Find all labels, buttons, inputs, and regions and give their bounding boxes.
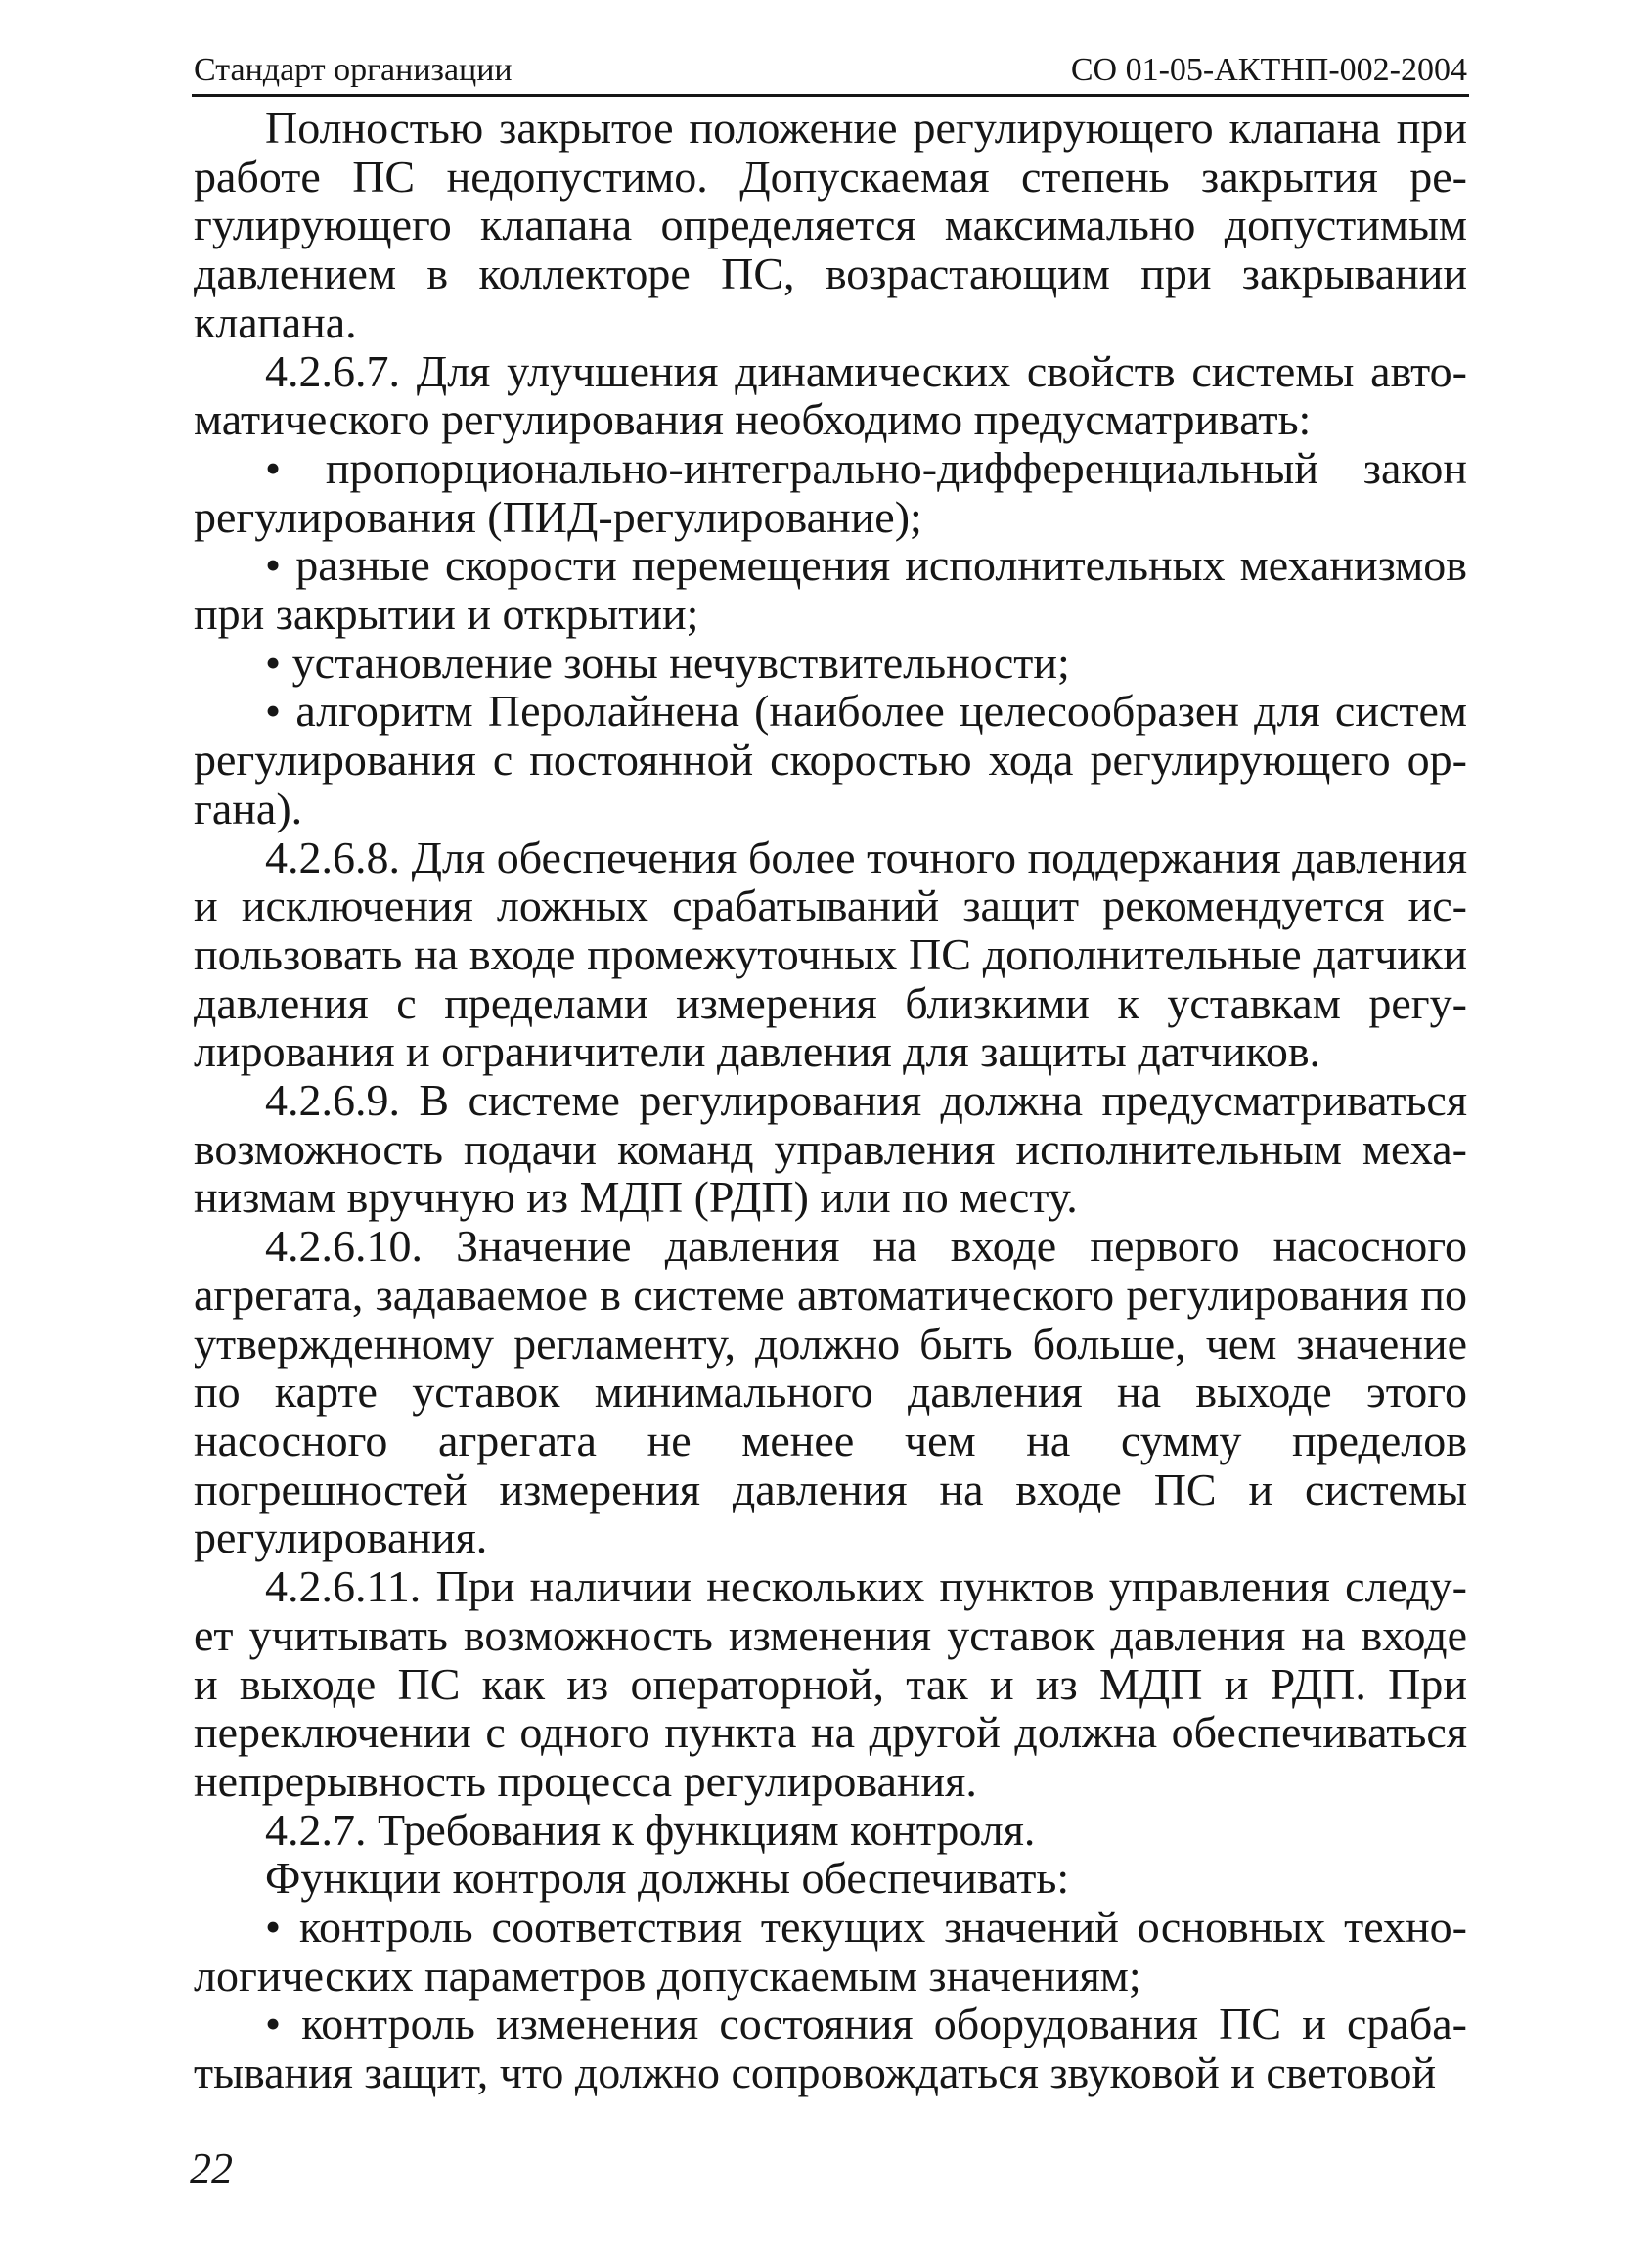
bullet-actuator-speeds: • разные скорости перемещения исполнительных механизмов при закрытии и открытии; bbox=[194, 540, 1467, 640]
header-divider bbox=[192, 94, 1469, 97]
section-heading-4-2-7: 4.2.7. Требования к функциям контроля. bbox=[265, 1804, 1036, 1855]
running-header bbox=[194, 47, 1467, 94]
paragraph-4-2-6-11: 4.2.6.11. При наличии нескольких пунктов управления следует учитывать возможность изменения уставок давления на входе и выходе ПС как из операторной, так и из МДП и РДП. При переключении с одного пункта на другой должна обеспечиваться непрерывность процесса регулирования. bbox=[194, 1561, 1467, 1806]
bullet-pid-control: • пропорционально-интегрально-дифференциальный закон регулирования (ПИД-регулирование); bbox=[194, 442, 1467, 542]
body-text bbox=[194, 104, 1467, 2097]
paragraph-4-2-6-7: 4.2.6.7. Для улучшения динамических свойств системы автоматического регулирования необходимо предусматривать: bbox=[194, 345, 1467, 445]
paragraph-4-2-6-9: 4.2.6.9. В системе регулирования должна предусматриваться возможность подачи команд управления исполнительным механизмам вручную из МДП (РДП) или по месту. bbox=[194, 1075, 1467, 1223]
bullet-dead-zone: • установление зоны нечувствительности; bbox=[265, 637, 1070, 688]
bullet-perolainen-algorithm: • алгоритм Перолайнена (наиболее целесообразен для систем регулирования с постоянной скоростью хода регулирующего органа). bbox=[194, 686, 1467, 833]
paragraph-control-functions: Функции контроля должны обеспечивать: bbox=[265, 1853, 1070, 1904]
page-number: 22 bbox=[190, 2144, 233, 2192]
paragraph-closed-valve: Полностью закрытое положение регулирующего клапана при работе ПС недопустимо. Допускаемая степень закрытия регулирующего клапана определяется максимально допустимым давлением в коллекторе ПС, возрастающим при закрывании клапана. bbox=[194, 103, 1467, 347]
header-document-code: СО 01-05-АКТНП-002-2004 bbox=[1070, 52, 1467, 88]
bullet-parameter-monitoring: • контроль соответствия текущих значений основных технологических параметров допускаемым значениям; bbox=[194, 1902, 1467, 2001]
bullet-equipment-state-monitoring: • контроль изменения состояния оборудования ПС и срабатывания защит, что должно сопровождаться звуковой и световой bbox=[194, 1999, 1467, 2098]
header-organization-standard: Стандарт организации bbox=[194, 52, 513, 88]
paragraph-4-2-6-8: 4.2.6.8. Для обеспечения более точного поддержания давления и исключения ложных срабатываний защит рекомендуется использовать на входе промежуточных ПС дополнительные датчики давления с пределами измерения близкими к уставкам регулирования и ограничители давления для защиты датчиков. bbox=[194, 832, 1467, 1077]
paragraph-4-2-6-10: 4.2.6.10. Значение давления на входе первого насосного агрегата, задаваемое в системе автоматического регулирования по утвержденному регламенту, должно быть больше, чем значение по карте уставок минимального давления на выходе этого насосного агрегата не менее чем на сумму пределов погрешностей измерения давления на входе ПС и системы регулирования. bbox=[194, 1221, 1467, 1563]
